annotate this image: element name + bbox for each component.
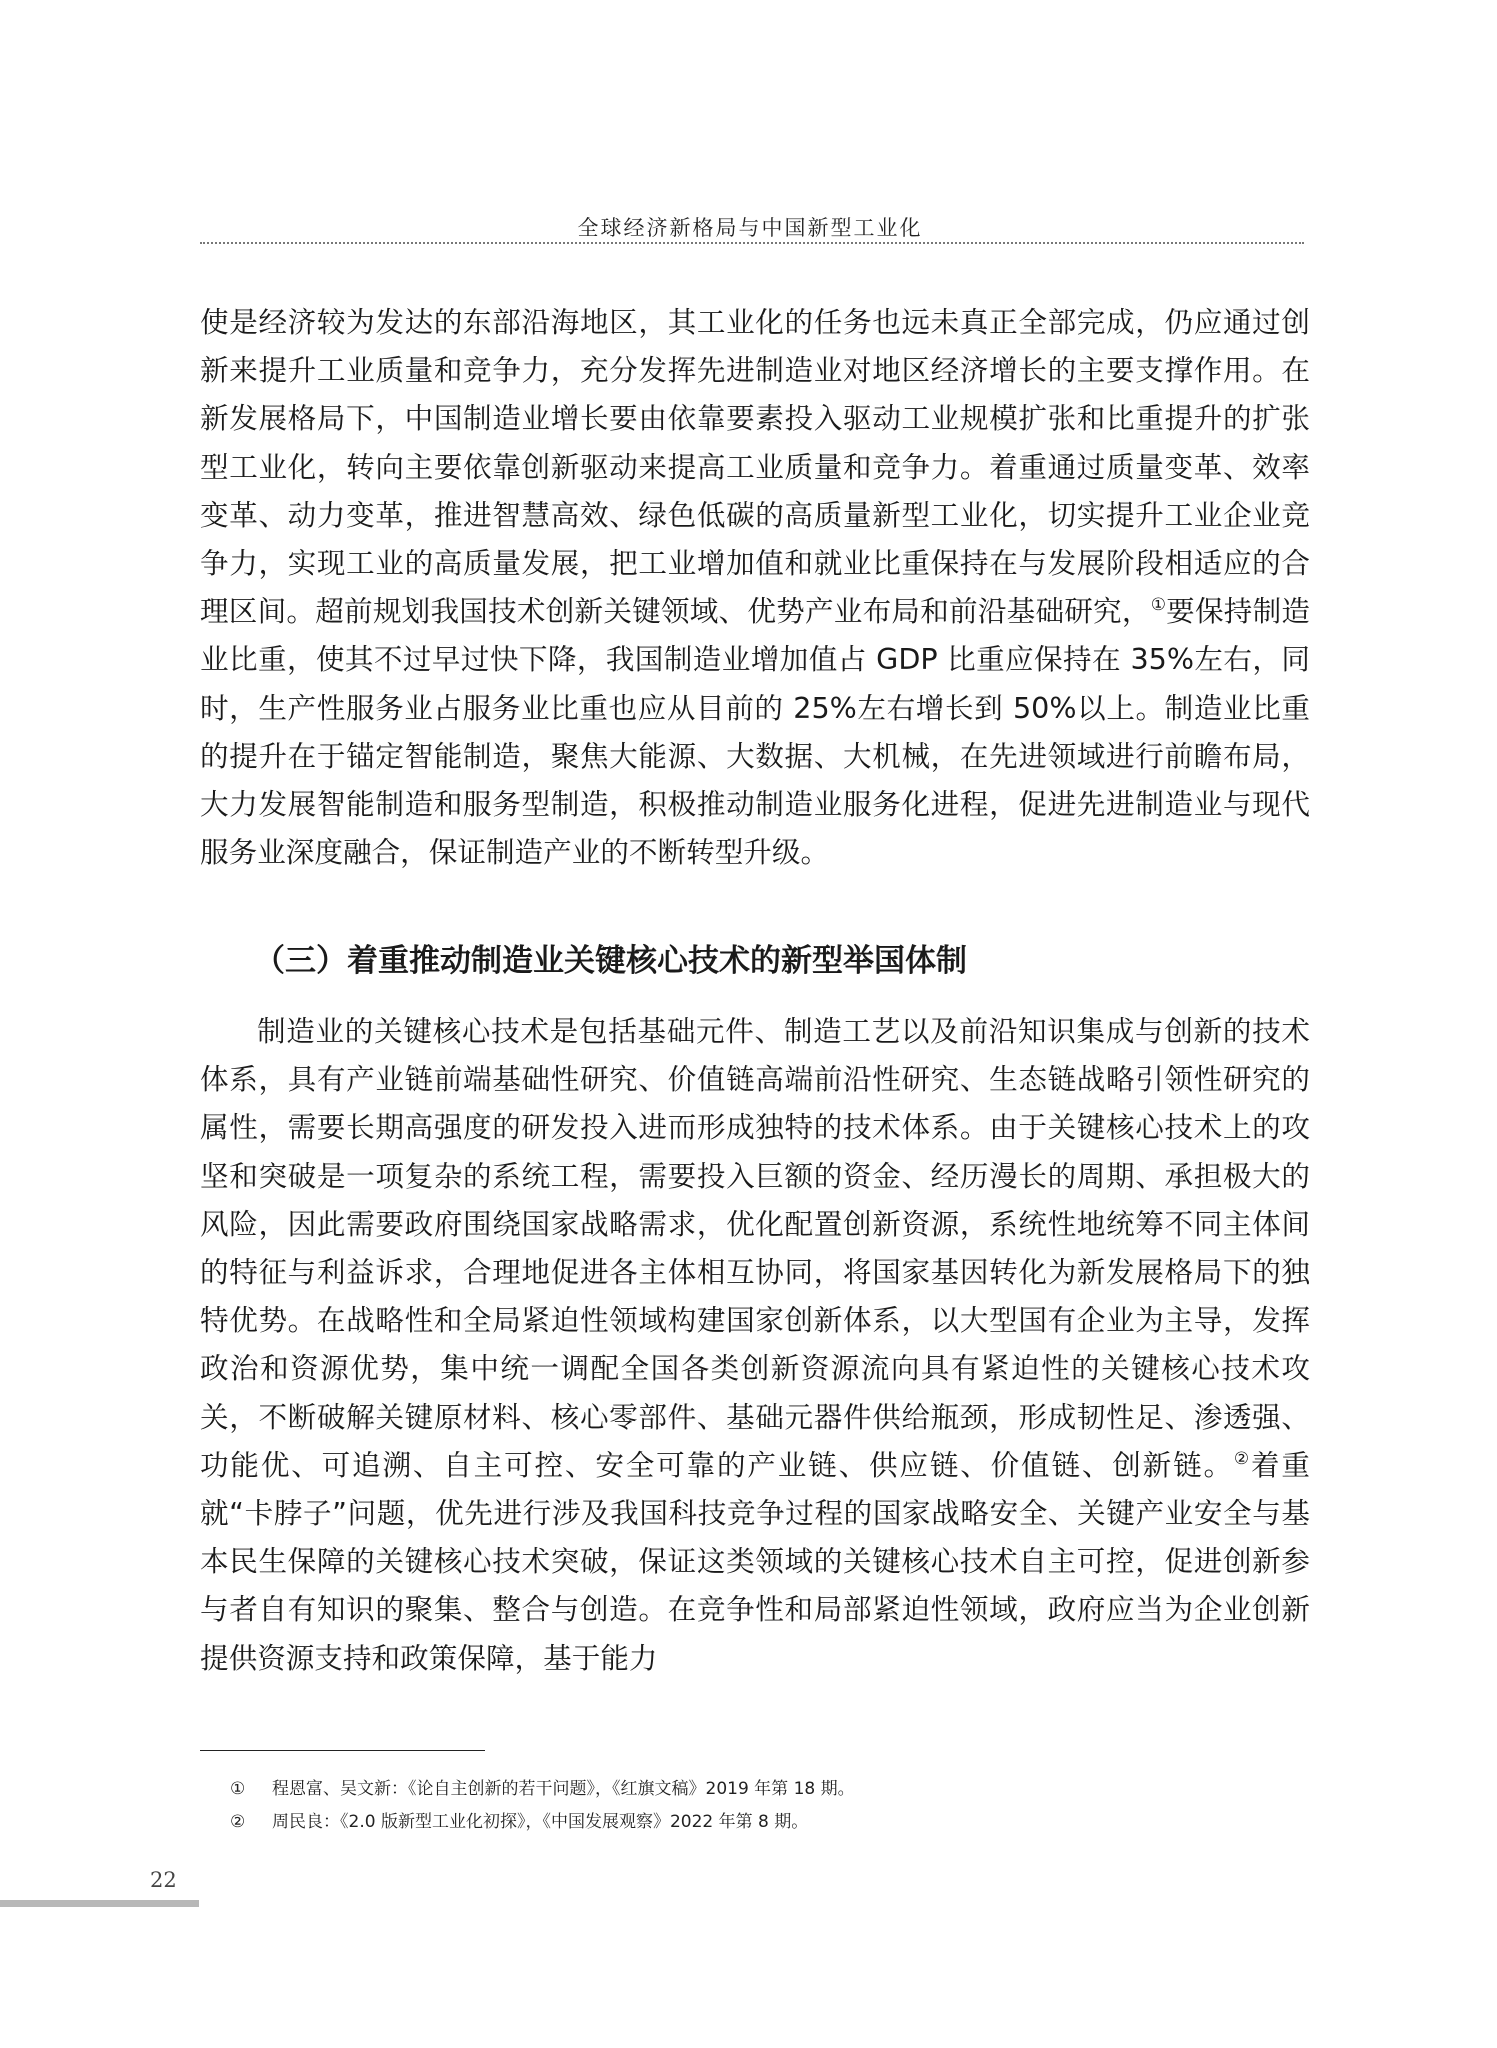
footnote-1 bbox=[230, 1773, 855, 1806]
body-paragraph-2 bbox=[200, 1007, 1310, 1682]
header-divider bbox=[200, 242, 1304, 244]
page-number: 22 bbox=[150, 1868, 177, 1892]
body-paragraph-1 bbox=[200, 298, 1310, 876]
footnote-2 bbox=[230, 1806, 855, 1839]
footnote-reference-1[interactable]: ① bbox=[1150, 595, 1167, 616]
paragraph-text: 制造业的关键核心技术是包括基础元件、制造工艺以及前沿知识集成与创新的技术体系，具有产业链前端基础性研究、价值链高端前沿性研究、生态链战略引领性研究的属性，需要长期高强度的研发投入进而形成独特的技术体系。由于关键核心技术上的攻坚和突破是一项复杂的系统工程，需要投入巨额的资金、经历漫长的周期、承担极大的风险，因此需要政府围绕国家战略需求，优化配置创新资源，系统性地统筹不同主体间的特征与利益诉求，合理地促进各主体相互协同，将国家基因转化为新发展格局下的独特优势。在战略性和全局紧迫性领域构建国家创新体系，以大型国有企业为主导，发挥政治和资源优势，集中统一调配全国各类创新资源流向具有紧迫性的关键核心技术攻关，不断破解关键原材料、核心零部件、基础元器件供给瓶颈，形成韧性足、渗透强、功能优、可追溯、自主可控、安全可靠的产业链、供应链、价值链、创新链。 bbox=[200, 1014, 1310, 1482]
paragraph-text: 要保持制造业比重，使其不过早过快下降，我国制造业增加值占 GDP 比重应保持在 35%左右，同时，生产性服务业占服务业比重也应从目前的 25%左右增长到 50%以上。制造业比重的提升在于锚定智能制造，聚焦大能源、大数据、大机械，在先进领域进行前瞻布局，大力发展智能制造和服务型制造，积极推动制造业服务化进程，促进先进制造业与现代服务业深度融合，保证制造产业的不断转型升级。 bbox=[200, 594, 1310, 870]
page-edge-bar bbox=[0, 1900, 199, 1907]
section-heading: （三）着重推动制造业关键核心技术的新型举国体制 bbox=[254, 943, 967, 979]
footnote-text: 程恩富、吴文新：《论自主创新的若干问题》，《红旗文稿》2019 年第 18 期。 bbox=[272, 1779, 855, 1799]
footnote-divider bbox=[200, 1750, 485, 1751]
footnotes bbox=[230, 1773, 855, 1839]
footnote-text: 周民良：《2.0 版新型工业化初探》，《中国发展观察》2022 年第 8 期。 bbox=[272, 1812, 809, 1832]
footnote-reference-2[interactable]: ② bbox=[1233, 1448, 1251, 1469]
paragraph-text: 着重就“卡脖子”问题，优先进行涉及我国科技竞争过程的国家战略安全、关键产业安全与基本民生保障的关键核心技术突破，保证这类领域的关键核心技术自主可控，促进创新参与者自有知识的聚集、整合与创造。在竞争性和局部紧迫性领域，政府应当为企业创新提供资源支持和政策保障，基于能力 bbox=[200, 1447, 1310, 1675]
footnote-marker: ① bbox=[230, 1779, 246, 1799]
footnote-marker: ② bbox=[230, 1812, 246, 1832]
running-header-title: 全球经济新格局与中国新型工业化 bbox=[577, 216, 923, 240]
paragraph-text: 使是经济较为发达的东部沿海地区，其工业化的任务也远未真正全部完成，仍应通过创新来提升工业质量和竞争力，充分发挥先进制造业对地区经济增长的主要支撑作用。在新发展格局下，中国制造业增长要由依靠要素投入驱动工业规模扩张和比重提升的扩张型工业化，转向主要依靠创新驱动来提高工业质量和竞争力。着重通过质量变革、效率变革、动力变革，推进智慧高效、绿色低碳的高质量新型工业化，切实提升工业企业竞争力，实现工业的高质量发展，把工业增加值和就业比重保持在与发展阶段相适应的合理区间。超前规划我国技术创新关键领域、优势产业布局和前沿基础研究， bbox=[200, 305, 1310, 629]
